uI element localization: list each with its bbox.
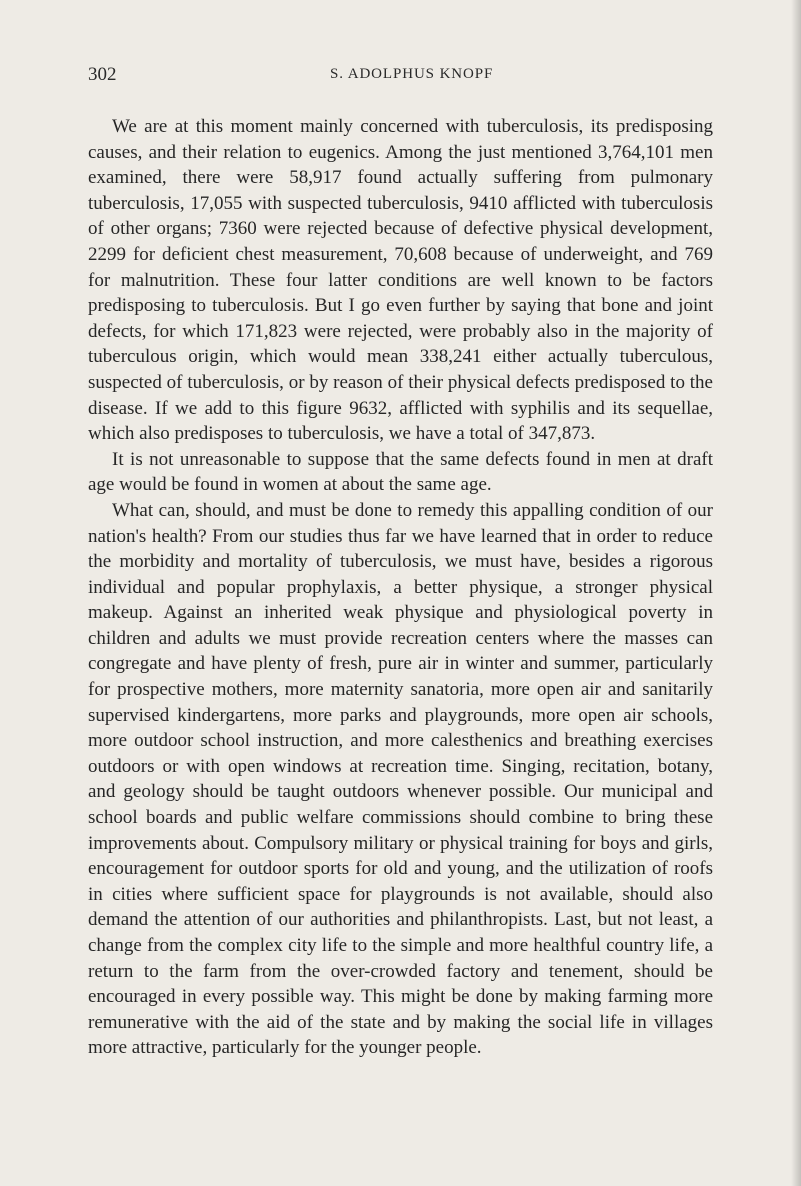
running-title: S. ADOLPHUS KNOPF	[330, 66, 494, 82]
paragraph-3: What can, should, and must be done to remedy this appalling condition of our nation's health? From our studies thus far we have learned that in order to reduce the morbidity and mortality of tuberculosis, we must have, besides a rigorous individual and popular prophylaxis, a better physique, a stronger physical makeup. Against an inherited weak physique and physiological poverty in children and adults we must provide recreation centers where the masses can congregate and have plenty of fresh, pure air in winter and summer, particularly for prospective mothers, more maternity sanatoria, more open air and sanitarily supervised kindergartens, more parks and playgrounds, more open air schools, more outdoor school instruction, and more calesthenics and breathing exercises outdoors or with open windows at recreation time. Singing, recitation, botany, and geology should be taught outdoors whenever possible. Our municipal and school boards and public welfare commissions should combine to bring these improvements about. Compulsory military or physical training for boys and girls, encouragement for outdoor sports for old and young, and the utilization of roofs in cities where sufficient space for playgrounds is not available, should also demand the attention of our authorities and philanthropists. Last, but not least, a change from the complex city life to the simple and more healthful country life, a return to the farm from the over-crowded factory and tenement, should be encouraged in every possible way. This might be done by making farming more remunerative with the aid of the state and by making the social life in villages more attractive, particularly for the younger people.	[88, 499, 713, 1059]
paragraph-1: We are at this moment mainly concerned with tuberculosis, its predisposing causes, and their relation to eugenics. Among the just mentioned 3,764,101 men examined, there were 58,917 found actually suffering from pulmonary tuberculosis, 17,055 with suspected tuberculosis, 9410 afflicted with tuberculosis of other organs; 7360 were rejected because of defective physical development, 2299 for deficient chest measurement, 70,608 because of underweight, and 769 for malnutrition. These four latter conditions are well known to be factors predisposing to tuberculosis. But I go even further by saying that bone and joint defects, for which 171,823 were rejected, were probably also in the majority of tuberculous origin, which would mean 338,241 either actually tuberculous, suspected of tuberculosis, or by reason of their physical defects predisposed to the disease. If we add to this figure 9632, afflicted with syphilis and its sequellae, which also predisposes to tuberculosis, we have a total of 347,873.	[88, 116, 713, 445]
page-edge-shadow	[791, 0, 801, 1186]
running-head	[88, 64, 688, 88]
page-number: 302	[88, 64, 117, 85]
paragraph-2: It is not unreasonable to suppose that the same defects found in men at draft age would be found in women at about the same age.	[88, 448, 713, 496]
body-text	[88, 114, 713, 1061]
